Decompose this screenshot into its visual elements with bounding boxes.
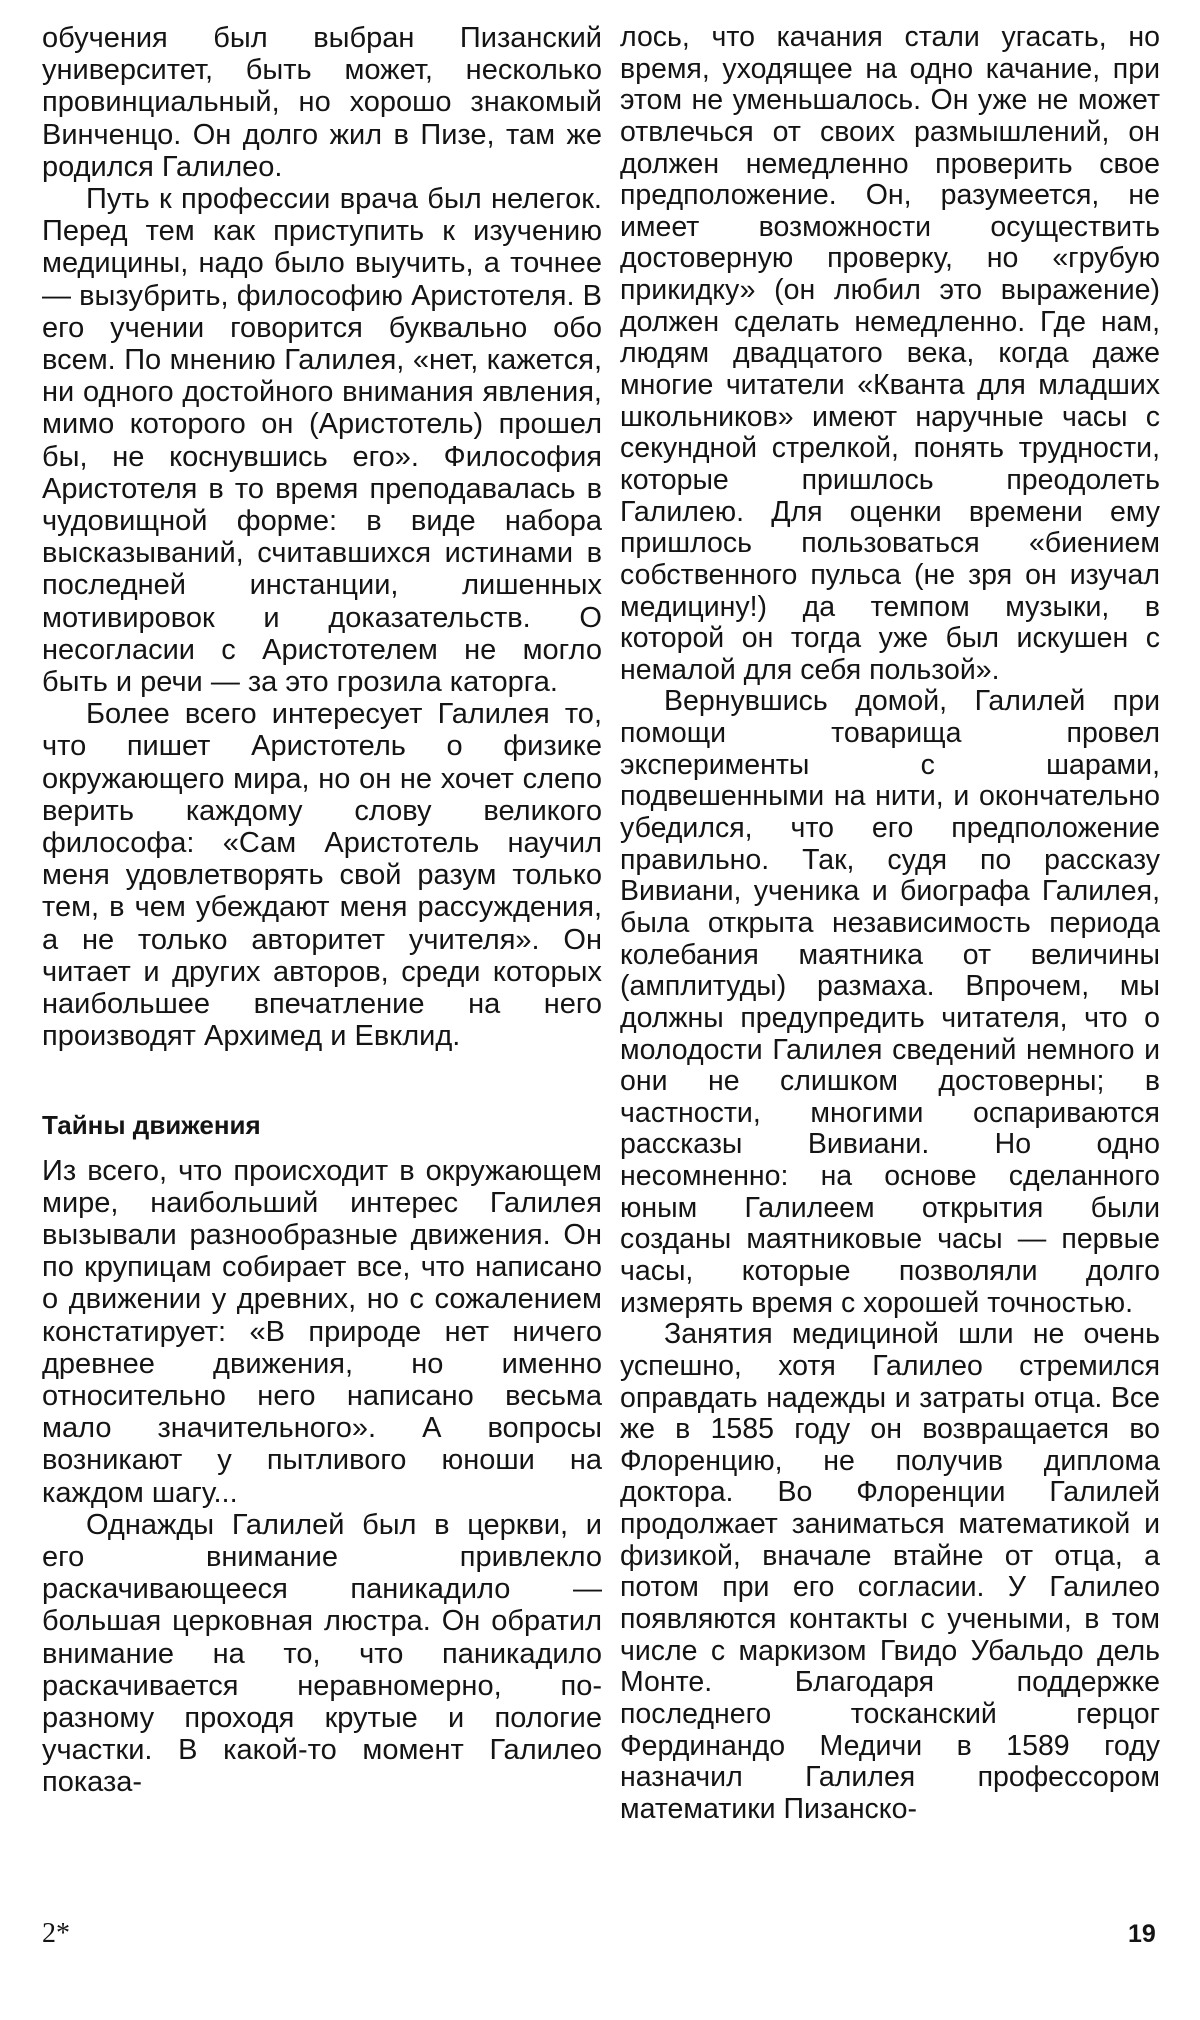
paragraph: Вернувшись домой, Галилей при помощи товарища провел эксперименты с шарами, подвешенными на нити, и окончательно убедился, что его предположение правильно. Так, судя по рассказу Вивиани, ученика и биографа Галилея, была открыта независимость периода колебания маятника от величины (амплитуды) размаха. Впрочем, мы должны предупредить читателя, что о молодости Галилея сведений немного и они не слишком достоверны; в частности, многими оспариваются рассказы Вивиани. Но одно несомненно: на основе сделанного юным Галилеем открытия были созданы маятниковые часы — первые часы, которые позволяли долго измерять время с хорошей точностью. bbox=[620, 685, 1160, 1319]
signature-mark: 2* bbox=[42, 1918, 70, 1949]
left-column bbox=[42, 22, 602, 1799]
page-number: 19 bbox=[1128, 1920, 1156, 1948]
paragraph: Однажды Галилей был в церкви, и его внимание привлекло раскачивающееся паникадило — большая церковная люстра. Он обратил внимание на то, что паникадило раскачивается неравномерно, по-разному проходя крутые и пологие участки. В какой-то момент Галилео показа- bbox=[42, 1508, 602, 1799]
section-heading: Тайны движения bbox=[42, 1109, 261, 1140]
paragraph: Занятия медициной шли не очень успешно, хотя Галилео стремился оправдать надежды и затраты отца. Все же в 1585 году он возвращается во Флоренцию, не получив диплома доктора. Во Флоренции Галилей продолжает заниматься математикой и физикой, вначале втайне от отца, а потом при его согласии. У Галилео появляются контакты с учеными, в том числе с маркизом Гвидо Убальдо дель Монте. Благодаря поддержке последнего тосканский герцог Фердинандо Медичи в 1589 году назначил Галилея профессором математики Пизанско- bbox=[620, 1318, 1160, 1825]
paragraph: обучения был выбран Пизанский университет, быть может, несколько провинциальный, но хорошо знакомый Винченцо. Он долго жил в Пизе, там же родился Галилео. bbox=[42, 22, 602, 183]
paragraph: Более всего интересует Галилея то, что пишет Аристотель о физике окружающего мира, но он не хочет слепо верить каждому слову великого философа: «Сам Аристотель научил меня удовлетворять свой разум только тем, в чем убеждают меня рассуждения, а не только авторитет учителя». Он читает и других авторов, среди которых наибольшее впечатление на него производят Архимед и Евклид. bbox=[42, 698, 602, 1053]
right-column bbox=[620, 22, 1160, 1826]
paragraph: Из всего, что происходит в окружающем мире, наибольший интерес Галилея вызывали разнообразные движения. Он по крупицам собирает все, что написано о движении у древних, но с сожалением констатирует: «В природе нет ничего древнее движения, но именно относительно него написано весьма мало значительного». А вопросы возникают у пытливого юноши на каждом шагу... bbox=[42, 1154, 602, 1509]
paragraph: лось, что качания стали угасать, но время, уходящее на одно качание, при этом не уменьшалось. Он уже не может отвлечься от своих размышлений, он должен немедленно проверить свое предположение. Он, разумеется, не имеет возможности осуществить достоверную проверку, но «грубую прикидку» (он любил это выражение) должен сделать немедленно. Где нам, людям двадцатого века, когда даже многие читатели «Кванта для младших школьников» имеют наручные часы с секундной стрелкой, понять трудности, которые пришлось преодолеть Галилею. Для оценки времени ему пришлось пользоваться «биением собственного пульса (не зря он изучал медицину!) да темпом музыки, в которой он тогда уже был искушен с немалой для себя пользой». bbox=[620, 21, 1160, 686]
paragraph: Путь к профессии врача был нелегок. Перед тем как приступить к изучению медицины, надо было выучить, а точнее — вызубрить, философию Аристотеля. В его учении говорится буквально обо всем. По мнению Галилея, «нет, кажется, ни одного достойного внимания явления, мимо которого он (Аристотель) прошел бы, не коснувшись его». Философия Аристотеля в то время преподавалась в чудовищной форме: в виде набора высказываний, считавшихся истинами в последней инстанции, лишенных мотивировок и доказательств. О несогласии с Аристотелем не могло быть и речи — за это грозила каторга. bbox=[42, 183, 602, 699]
